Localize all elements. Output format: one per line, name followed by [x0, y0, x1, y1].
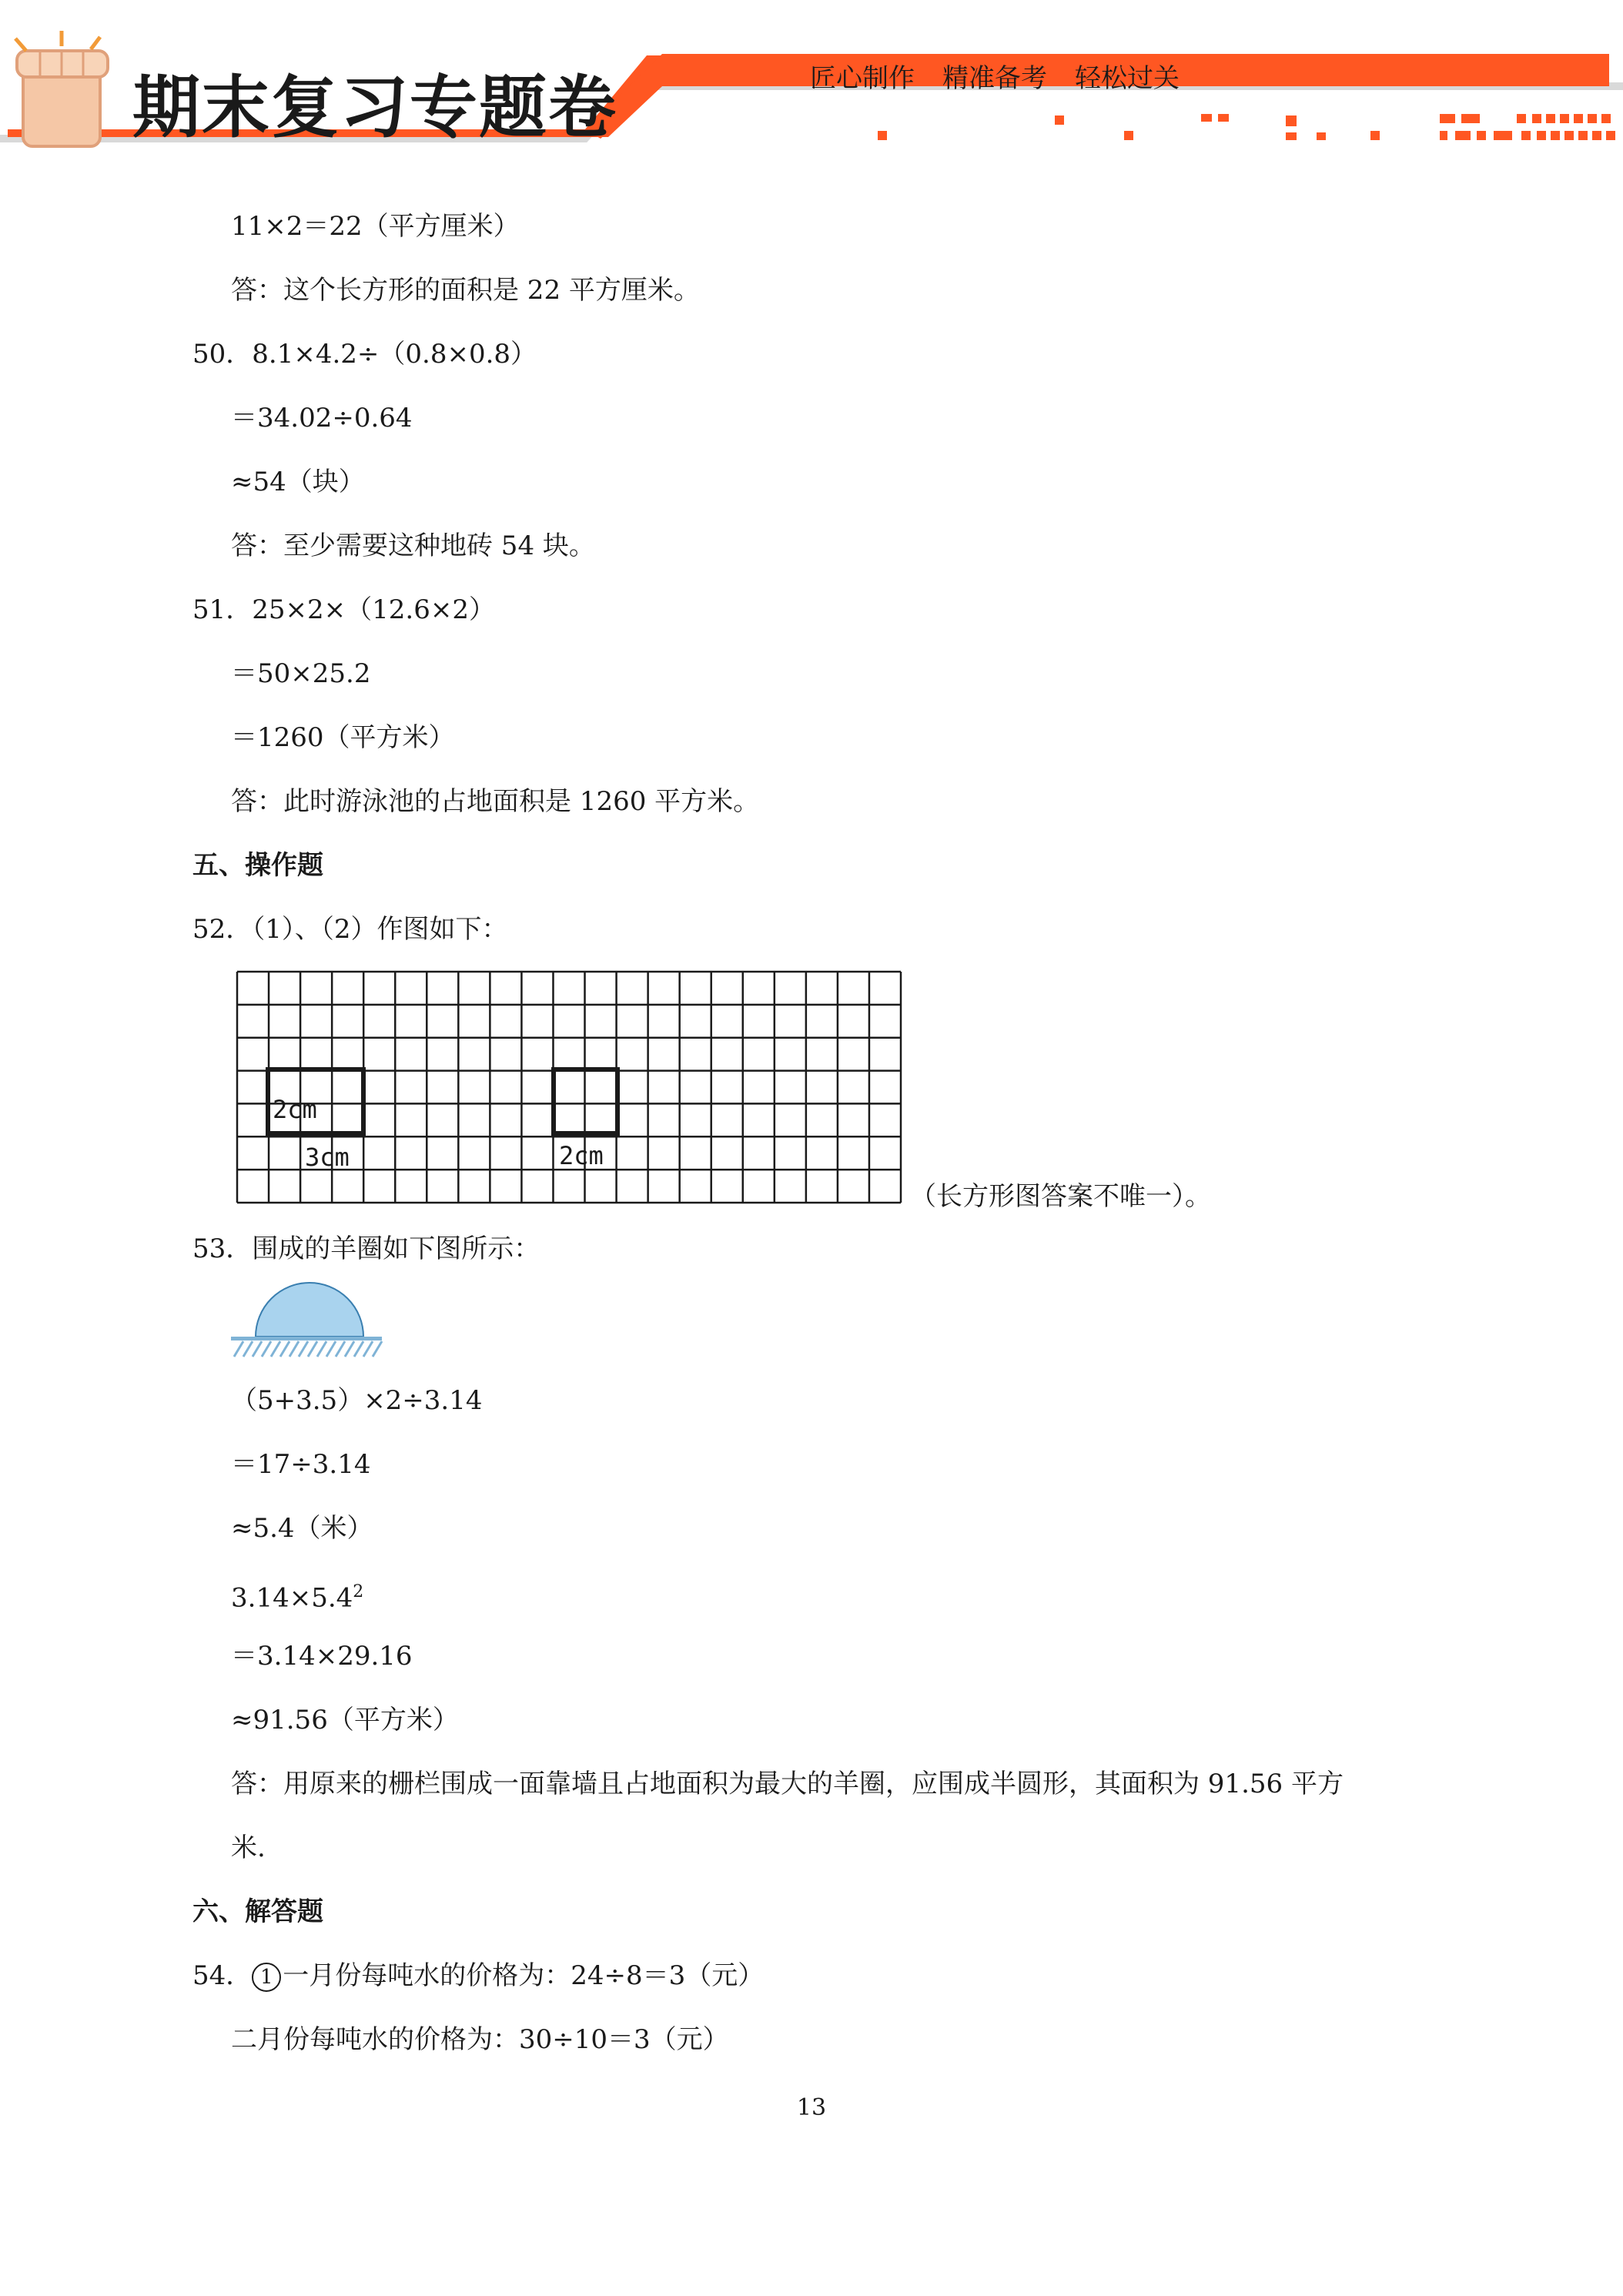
expression: 3.14×5.4 [231, 1582, 353, 1614]
page-header [0, 0, 1623, 154]
pixel-decoration [878, 114, 1615, 140]
text-line: ≈5.4（米） [231, 1513, 373, 1544]
slogan-3: 轻松过关 [1075, 63, 1180, 94]
question-51: 51．25×2×（12.6×2） [192, 594, 495, 625]
question-54-text: 一月份每吨水的价格为：24÷8＝3（元） [283, 1960, 765, 1991]
header-slogan [810, 57, 1207, 95]
answer-line: 答：这个长方形的面积是 22 平方厘米。 [231, 275, 700, 306]
question-50: 50．8.1×4.2÷（0.8×0.8） [192, 339, 537, 370]
question-53: 53．围成的羊圈如下图所示： [192, 1233, 540, 1264]
header-title: 期末复习专题卷 [132, 68, 618, 147]
text-line: ＝34.02÷0.64 [231, 403, 413, 433]
square-label: 2cm [559, 1141, 604, 1170]
question-52: 52．（1）、（2）作图如下： [192, 914, 508, 945]
section-heading-6: 六、解答题 [192, 1896, 323, 1927]
text-line: 二月份每吨水的价格为：30÷10＝3（元） [231, 2024, 729, 2055]
answer-line-cont: 米. [231, 1832, 266, 1863]
question-54 [192, 1959, 764, 1993]
grid-note: （长方形图答案不唯一）。 [910, 1181, 1211, 1212]
circled-number: 1 [252, 1963, 281, 1992]
grid-figure [236, 970, 902, 1206]
text-line: ＝50×25.2 [231, 658, 371, 689]
rect-length-label: 3cm [305, 1143, 350, 1172]
page-number: 13 [796, 2094, 827, 2121]
slogan-1: 匠心制作 [810, 63, 915, 94]
text-line: ≈54（块） [231, 467, 365, 497]
question-number: 54． [192, 1960, 253, 1991]
text-line: （5+3.5）×2÷3.14 [231, 1385, 483, 1416]
slogan-2: 精准备考 [942, 63, 1047, 94]
answer-line: 答：此时游泳池的占地面积是 1260 平方米。 [231, 786, 760, 817]
fist-icon [15, 31, 108, 146]
text-line: ＝17÷3.14 [231, 1449, 371, 1480]
superscript: 2 [353, 1582, 364, 1602]
text-line: ＝1260（平方米） [231, 722, 455, 753]
answer-line: 答：至少需要这种地砖 54 块。 [231, 530, 595, 561]
section-heading-5: 五、操作题 [192, 850, 323, 881]
text-line [231, 1575, 363, 1615]
text-line: ＝3.14×29.16 [231, 1641, 413, 1672]
text-line: 11×2＝22（平方厘米） [231, 211, 520, 242]
rect-width-label: 2cm [273, 1095, 317, 1124]
semicircle-pen-figure [231, 1278, 385, 1364]
text-line: ≈91.56（平方米） [231, 1705, 459, 1735]
answer-line: 答：用原来的栅栏围成一面靠墙且占地面积为最大的羊圈，应围成半圆形，其面积为 91.56 平方 [231, 1769, 1344, 1799]
